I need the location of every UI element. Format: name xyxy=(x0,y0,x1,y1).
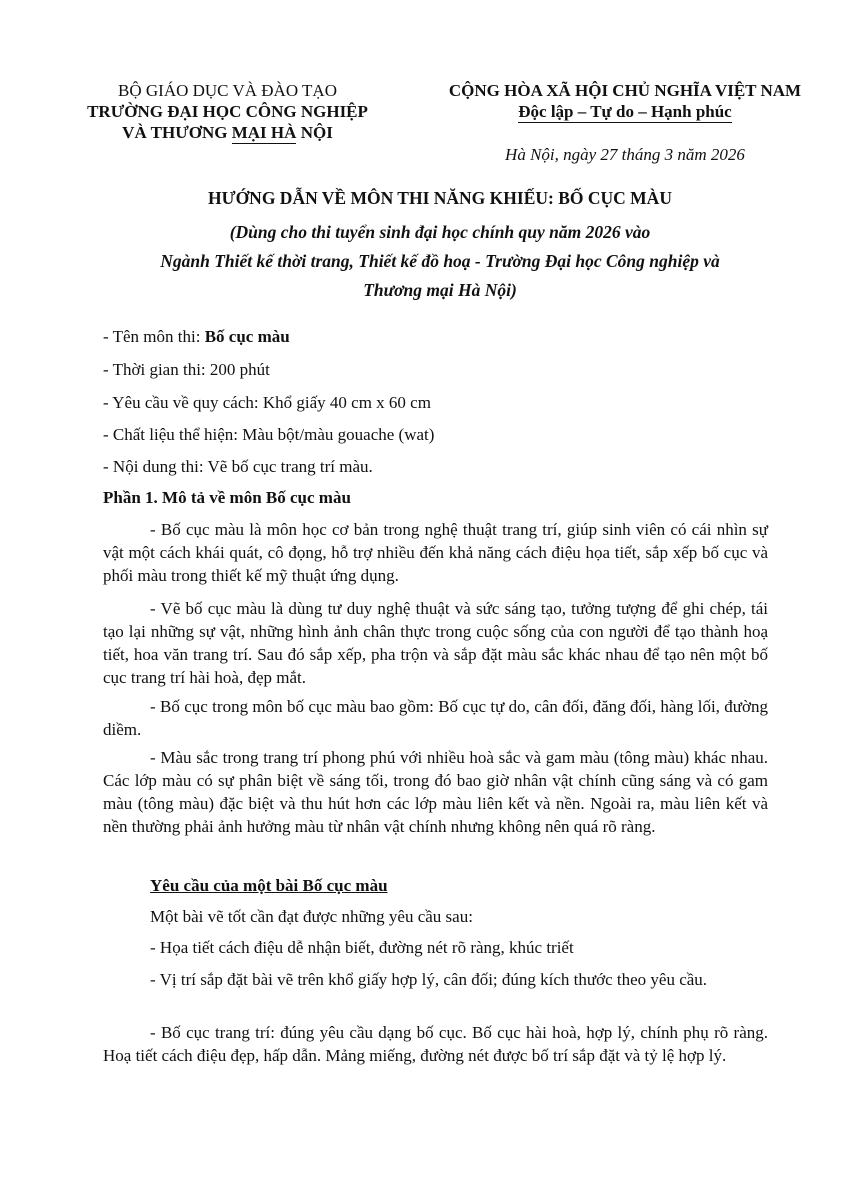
info-format: - Yêu cầu về quy cách: Khổ giấy 40 cm x 60 cm xyxy=(103,393,431,412)
university-name-line2 xyxy=(60,122,395,144)
ministry-name: BỘ GIÁO DỤC VÀ ĐÀO TẠO xyxy=(118,81,337,100)
subtitle-line: Thương mại Hà Nội) xyxy=(363,280,517,300)
university-name-line2-prefix: VÀ THƯƠNG xyxy=(122,123,232,142)
document-date: Hà Nội, ngày 27 tháng 3 năm 2026 xyxy=(505,145,745,164)
university-name-line1: TRƯỜNG ĐẠI HỌC CÔNG NGHIỆP xyxy=(87,102,368,121)
requirement-item: - Bố cục trang trí: đúng yêu cầu dạng bố cục. Bố cục hài hoà, hợp lý, chính phụ rõ ràng. Hoạ tiết cách điệu đẹp, hấp dẫn. Mảng miếng, đường nét được bố trí sắp đặt và tỷ lệ hợp lý. xyxy=(103,1023,768,1065)
document-subtitle xyxy=(90,218,790,305)
republic-name: CỘNG HÒA XÃ HỘI CHỦ NGHĨA VIỆT NAM xyxy=(448,81,802,100)
university-name-line2-suffix: NỘI xyxy=(296,123,333,142)
part1-heading: Phần 1. Mô tả về môn Bố cục màu xyxy=(103,488,351,507)
requirements-intro: Một bài vẽ tốt cần đạt được những yêu cầu sau: xyxy=(150,907,473,926)
national-header xyxy=(420,80,830,123)
part1-paragraph: - Bố cục trong môn bố cục màu bao gồm: Bố cục tự do, cân đối, đăng đối, hàng lối, đường diềm. xyxy=(103,697,768,739)
info-content: - Nội dung thi: Vẽ bố cục trang trí màu. xyxy=(103,457,373,476)
subtitle-line: (Dùng cho thi tuyển sinh đại học chính quy năm 2026 vào xyxy=(229,222,651,242)
document-title: HƯỚNG DẪN VỀ MÔN THI NĂNG KHIẾU: BỐ CỤC MÀU xyxy=(208,188,672,208)
part1-paragraph: - Bố cục màu là môn học cơ bản trong nghệ thuật trang trí, giúp sinh viên có cái nhìn sự vật một cách khái quát, cô đọng, hỗ trợ nhiều đến khả năng cách điệu họa tiết, sắp xếp bố cục và phối màu trong thiết kế mỹ thuật ứng dụng. xyxy=(103,520,768,585)
subtitle-line: Ngành Thiết kế thời trang, Thiết kế đồ hoạ - Trường Đại học Công nghiệp và xyxy=(160,251,720,271)
motto: Độc lập – Tự do – Hạnh phúc xyxy=(518,102,732,121)
requirements-heading: Yêu cầu của một bài Bố cục màu xyxy=(150,876,388,895)
info-subject-value: Bố cục màu xyxy=(204,327,290,346)
requirement-item: - Vị trí sắp đặt bài vẽ trên khổ giấy hợp lý, cân đối; đúng kích thước theo yêu cầu. xyxy=(150,970,708,989)
info-material: - Chất liệu thể hiện: Màu bột/màu gouache (wat) xyxy=(103,425,435,444)
issuer-block xyxy=(60,80,395,144)
university-name-line2-underlined: MẠI HÀ xyxy=(231,123,297,142)
requirement-item: - Họa tiết cách điệu dễ nhận biết, đường nét rõ ràng, khúc triết xyxy=(150,938,574,957)
part1-paragraph: - Vẽ bố cục màu là dùng tư duy nghệ thuật và sức sáng tạo, tưởng tượng để ghi chép, tái tạo lại những sự vật, những hình ảnh chân thực trong cuộc sống của con người để tạo thành hoạ tiết, hoa văn trang trí. Sau đó sắp xếp, pha trộn và sắp đặt màu sắc khác nhau để tạo nên một bố cục trang trí hài hoà, đẹp mắt. xyxy=(103,599,768,687)
part1-paragraph: - Màu sắc trong trang trí phong phú với nhiều hoà sắc và gam màu (tông màu) khác nhau. Các lớp màu có sự phân biệt về sáng tối, trong đó bao giờ nhân vật chính cũng sáng và có gam màu (tông màu) đặc biệt và thu hút hơn các lớp màu liên kết và nền. Ngoài ra, màu liên kết và nền thường phải ảnh hưởng màu từ nhân vật chính nhưng không nên quá rõ ràng. xyxy=(103,748,768,836)
info-subject xyxy=(103,327,290,347)
info-duration: - Thời gian thi: 200 phút xyxy=(103,360,270,379)
info-subject-label: - Tên môn thi: xyxy=(103,327,205,346)
